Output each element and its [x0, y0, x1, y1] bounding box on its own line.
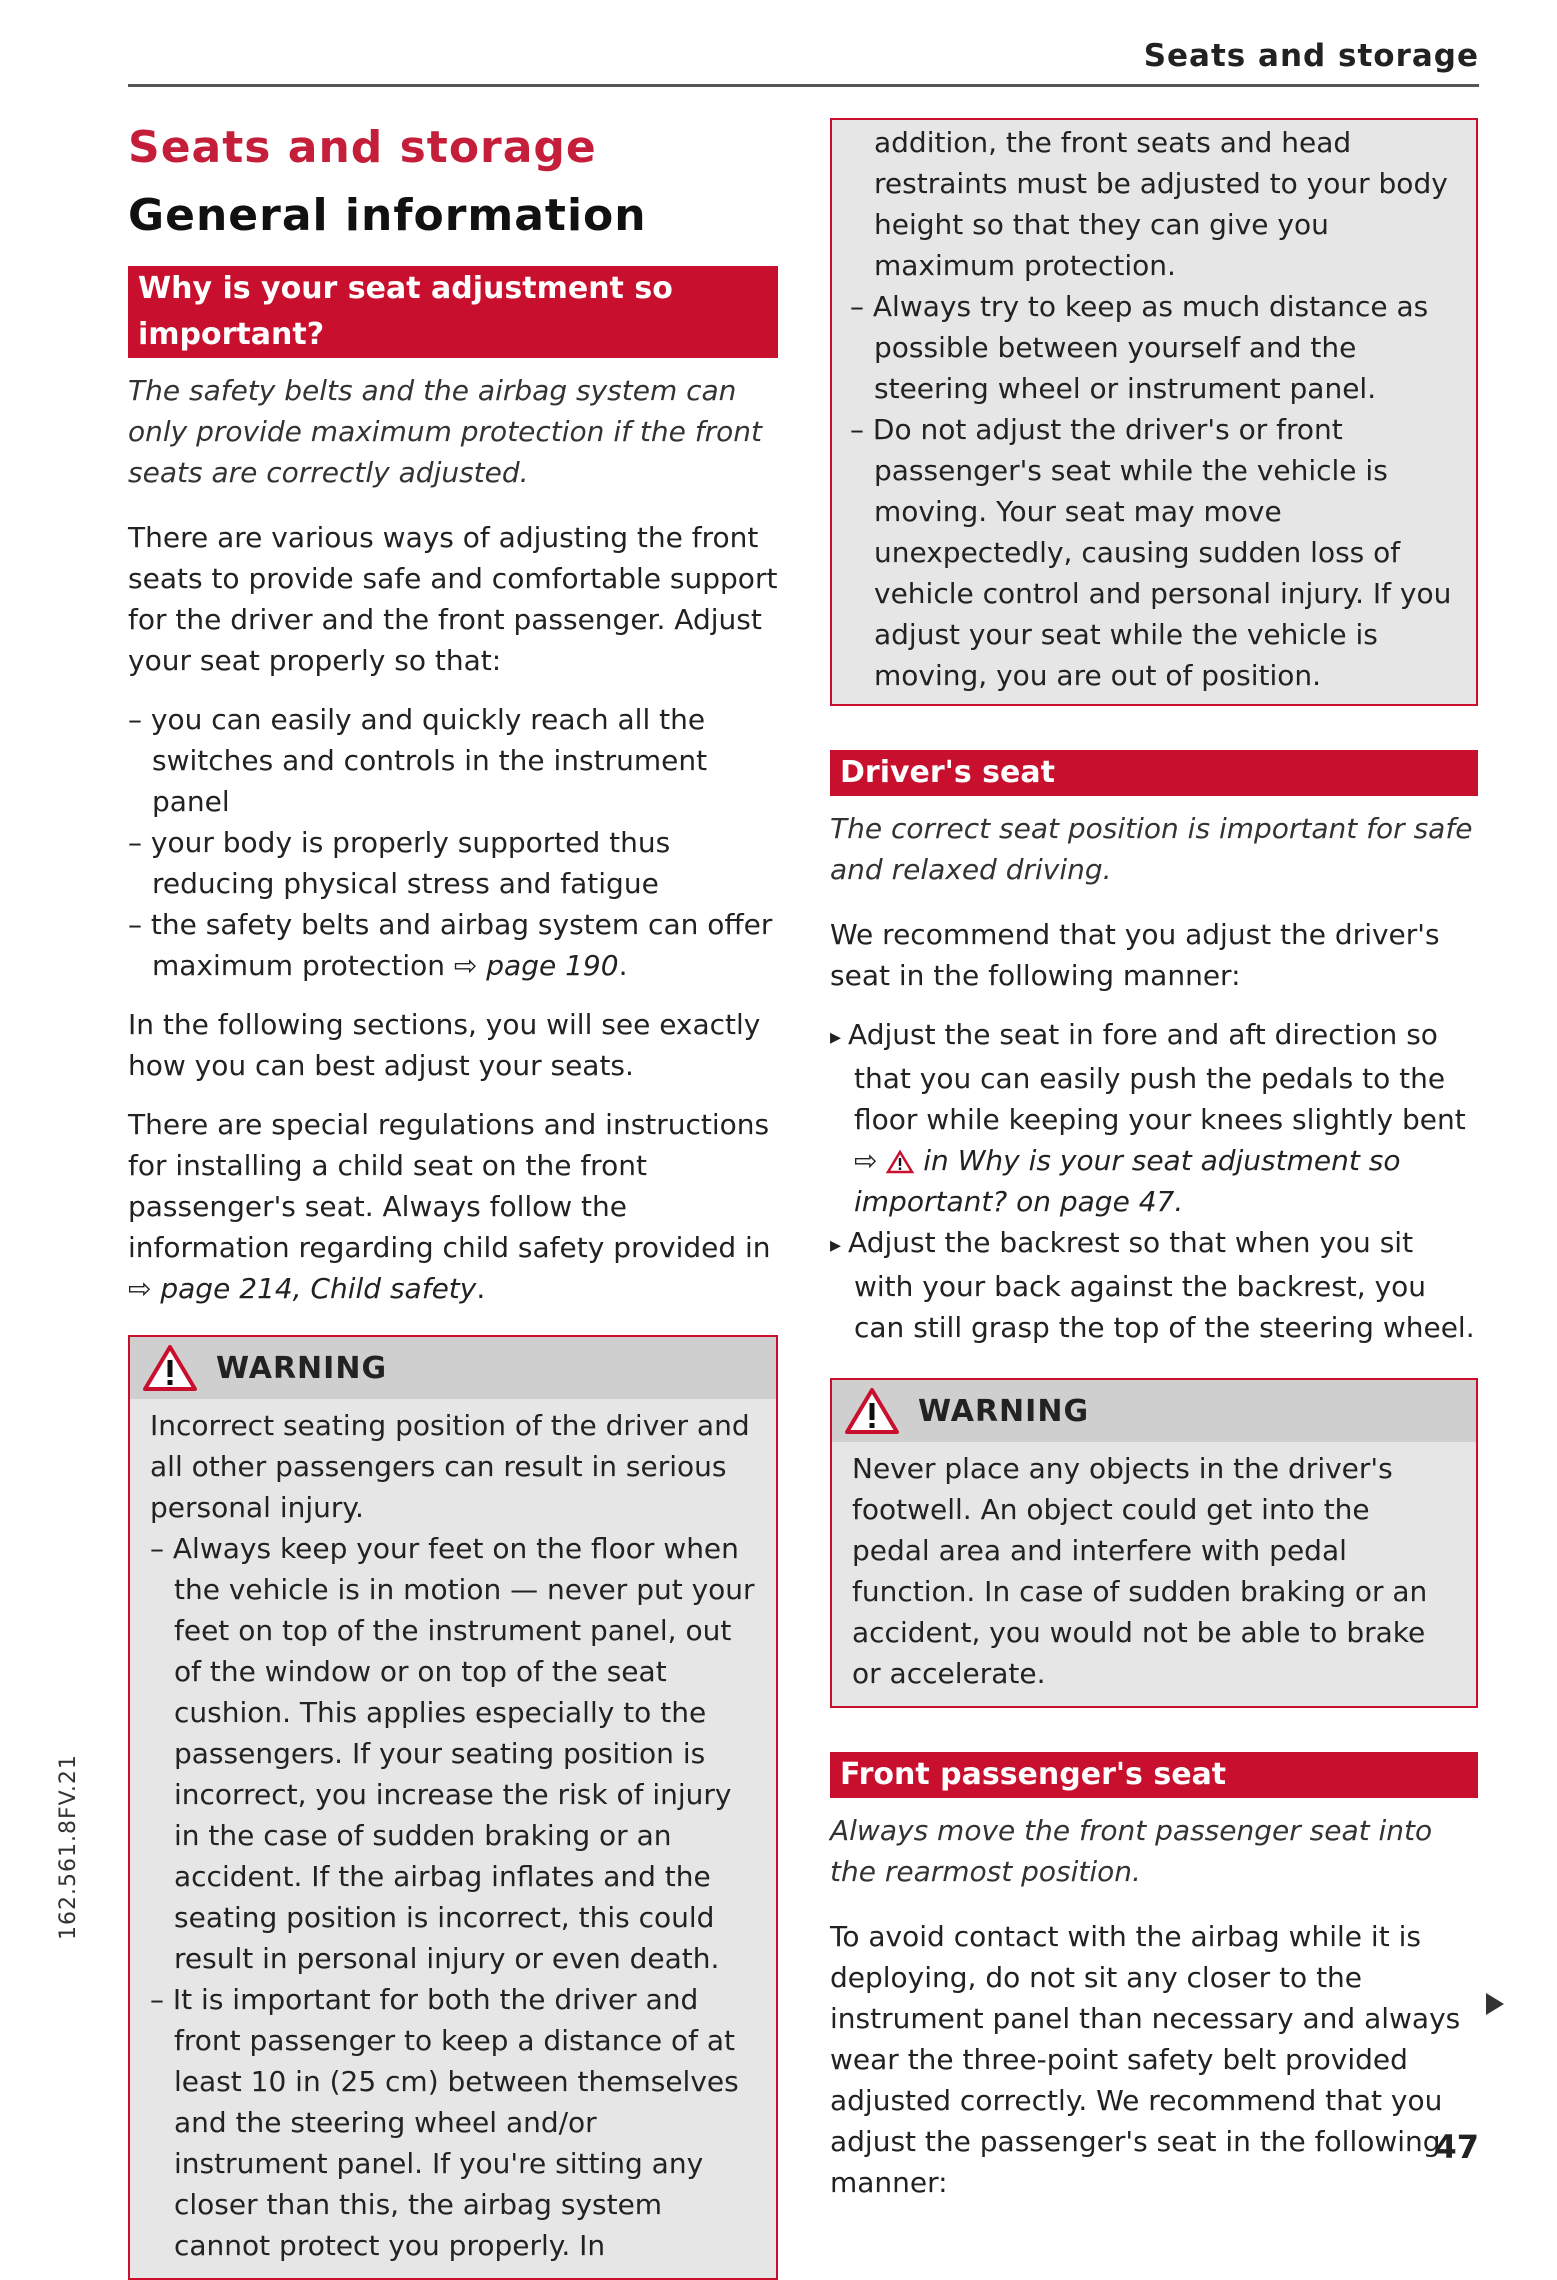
- subhead-drivers-seat: Driver's seat: [830, 750, 1478, 796]
- adjustment-list: [128, 699, 778, 986]
- document-code: 162.561.8FV.21: [56, 1754, 81, 1940]
- intro-text: The safety belts and the airbag system can only provide maximum protection if the front seats are correctly adjusted.: [128, 374, 762, 489]
- body-paragraph: In the following sections, you will see exactly how you can best adjust your seats.: [128, 1008, 761, 1082]
- warning-box: [128, 1335, 778, 2280]
- body-paragraph: We recommend that you adjust the driver's seat in the following manner:: [830, 918, 1440, 992]
- left-column: [128, 118, 778, 2280]
- intro-text: Always move the front passenger seat into the rearmost position.: [830, 1814, 1433, 1888]
- continuation-lead: addition, the front seats and head restraints must be adjusted to your body height so that they can give you maximum protection.: [874, 126, 1448, 282]
- intro-text: The correct seat position is important for safe and relaxed driving.: [830, 812, 1473, 886]
- warning-triangle-icon: [142, 1344, 198, 1392]
- warning-box: [830, 1378, 1478, 1708]
- step-item: ▸ Adjust the backrest so that when you sit with your back against the backrest, you can still grasp the top of the steering wheel.: [830, 1222, 1478, 1348]
- warning-label: WARNING: [918, 1393, 1090, 1429]
- warning-body: [130, 1399, 776, 2278]
- warning-body: [832, 1442, 1476, 1706]
- section-title: General information: [128, 190, 647, 241]
- warning-triangle-icon: [844, 1387, 900, 1435]
- warning-header: [832, 1380, 1476, 1442]
- step-list: [830, 1014, 1478, 1348]
- warning-text: Never place any objects in the driver's footwell. An object could get into the pedal area and interfere with pedal function. In case of sudden braking or an accident, you would not be able to brake or accelerate.: [852, 1452, 1428, 1690]
- page-reference-link[interactable]: ⇨ page 214, Child safety: [128, 1272, 477, 1305]
- warning-continuation-box: [830, 118, 1478, 706]
- page-reference-link[interactable]: in Why is your seat adjustment so important? on page 47.: [854, 1144, 1401, 1218]
- continue-arrow-icon: [1486, 1993, 1504, 2015]
- step-item: [830, 1014, 1478, 1222]
- list-item: – your body is properly supported thus reducing physical stress and fatigue: [128, 822, 778, 904]
- body-paragraph: There are various ways of adjusting the front seats to provide safe and comfortable support for the driver and the front passenger. Adjust your seat properly so that:: [128, 521, 778, 677]
- list-item: – Always keep your feet on the floor when the vehicle is in motion — never put your feet on top of the instrument panel, out of the window or on top of the seat cushion. This applies especially to the passengers. If your seating position is incorrect, you increase the risk of injury in the case of sudden braking or an accident. If the airbag inflates and the seating position is incorrect, this could result in personal injury or even death.: [150, 1528, 756, 1979]
- page-reference-link[interactable]: ⇨ page 190: [453, 949, 619, 982]
- warning-intro: Incorrect seating position of the driver and all other passengers can result in serious personal injury.: [150, 1409, 750, 1524]
- running-header: Seats and storage: [1143, 38, 1479, 74]
- list-item: – you can easily and quickly reach all the switches and controls in the instrument panel: [128, 699, 778, 822]
- warning-header: [130, 1337, 776, 1399]
- body-paragraph: To avoid contact with the airbag while it is deploying, do not sit any closer to the instrument panel than necessary and always wear the three-point safety belt provided adjusted correctly. We recommend that you adjust the passenger's seat in the following manner:: [830, 1920, 1461, 2199]
- list-item: – the safety belts and airbag system can offer maximum protection ⇨ page 190.: [128, 904, 778, 986]
- warning-list: [850, 286, 1456, 696]
- right-column: [830, 118, 1478, 2221]
- subhead-seat-adjustment: Why is your seat adjustment so important?: [128, 266, 778, 358]
- list-item: – Do not adjust the driver's or front passenger's seat while the vehicle is moving. Your seat may move unexpectedly, causing sudden loss of vehicle control and personal injury. If you adjust your seat while the vehicle is moving, you are out of position.: [850, 409, 1456, 696]
- paragraph-text: There are special regulations and instructions for installing a child seat on the front passenger's seat. Always follow the information regarding child safety provided in: [128, 1108, 771, 1264]
- warning-list: [150, 1528, 756, 2266]
- list-item: – It is important for both the driver and front passenger to keep a distance of at least 10 in (25 cm) between themselves and the steering wheel and/or instrument panel. If you're sitting any closer than this, the airbag system cannot protect you properly. In: [150, 1979, 756, 2266]
- subhead-passenger-seat: Front passenger's seat: [830, 1752, 1478, 1798]
- step-text: Adjust the seat in fore and aft direction so that you can easily push the pedals to the floor while keeping your knees slightly bent ⇨: [848, 1018, 1466, 1177]
- warning-label: WARNING: [216, 1350, 388, 1386]
- page-number: 47: [1434, 2128, 1479, 2166]
- warning-triangle-icon: [886, 1150, 914, 1174]
- list-item: – Always try to keep as much distance as possible between yourself and the steering wheel or instrument panel.: [850, 286, 1456, 409]
- list-item-text: the safety belts and airbag system can offer maximum protection: [150, 908, 773, 982]
- body-paragraph: There are special regulations and instructions for installing a child seat on the front passenger's seat. Always follow the information regarding child safety provided in ⇨ page 214, Child safety.: [128, 1108, 771, 1305]
- chapter-title: Seats and storage: [128, 122, 597, 173]
- header-rule: [128, 84, 1479, 87]
